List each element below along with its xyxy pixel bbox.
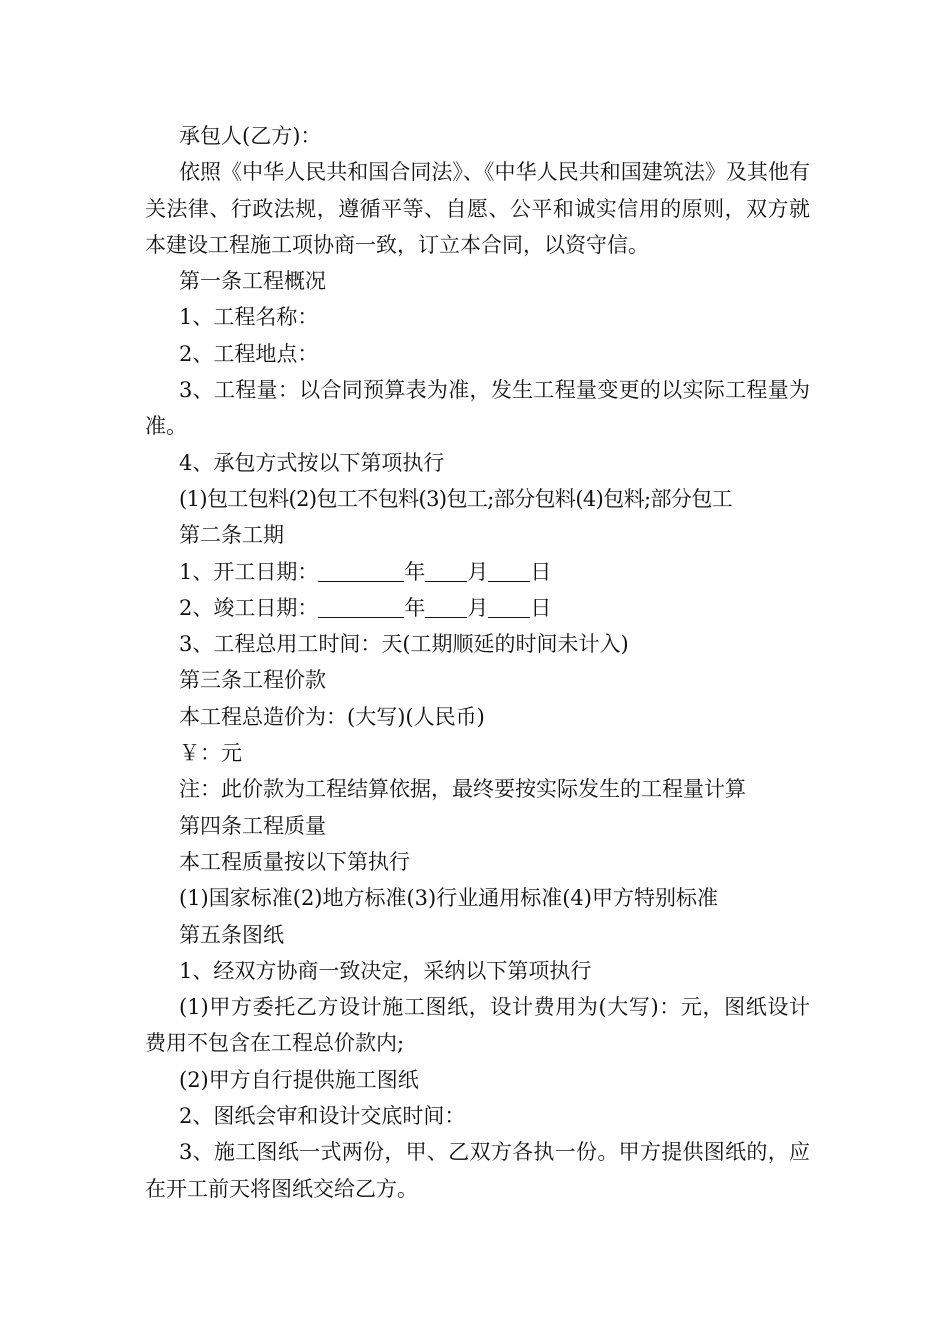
drawings-item-3: 3、施工图纸一式两份，甲、乙双方各执一份。甲方提供图纸的，应在开工前天将图纸交给乙方。 <box>145 1140 810 1201</box>
quality-intro-line: 本工程质量按以下第执行 <box>179 849 410 874</box>
drawings-item-2: 2、图纸会审和设计交底时间： <box>179 1104 466 1129</box>
article-3-heading: 第三条工程价款 <box>179 668 326 693</box>
end-month-blank <box>425 595 467 618</box>
drawings-option-1: (1)甲方委托乙方设计施工图纸，设计费用为(大写)：元，图纸设计费用不包含在工程总价款内; <box>145 995 810 1056</box>
drawings-option-2: (2)甲方自行提供施工图纸 <box>179 1067 419 1092</box>
article-1-heading: 第一条工程概况 <box>179 269 326 294</box>
month-label: 月 <box>467 595 489 620</box>
month-label: 月 <box>467 559 489 584</box>
contract-mode-options: (1)包工包料(2)包工不包料(3)包工;部分包料(4)包料;部分包工 <box>179 486 733 511</box>
price-note-line: 注：此价款为工程结算依据，最终要按实际发生的工程量计算 <box>179 777 746 802</box>
preamble-paragraph: 依照《中华人民共和国合同法》、《中华人民共和国建筑法》及其他有关法律、行政法规，遵循平等、自愿、公平和诚实信用的原则，双方就本建设工程施工项协商一致，订立本合同，以资守信。 <box>145 160 810 257</box>
article-4-heading: 第四条工程质量 <box>179 813 326 838</box>
contractor-party-line: 承包人(乙方)： <box>179 124 322 148</box>
end-year-blank <box>318 595 404 618</box>
end-date-line <box>145 590 810 626</box>
price-yuan-line: ￥：元 <box>179 741 242 766</box>
contract-mode-line: 4、承包方式按以下第项执行 <box>179 450 445 475</box>
start-date-line <box>145 554 810 590</box>
day-label: 日 <box>530 595 552 620</box>
end-date-label: 2、竣工日期： <box>179 595 319 620</box>
day-label: 日 <box>530 559 552 584</box>
start-day-blank <box>488 559 530 582</box>
drawings-item-1: 1、经双方协商一致决定，采纳以下第项执行 <box>179 958 592 983</box>
start-date-label: 1、开工日期： <box>179 559 319 584</box>
start-month-blank <box>425 559 467 582</box>
end-day-blank <box>488 595 530 618</box>
project-quantity-paragraph: 3、工程量：以合同预算表为准，发生工程量变更的以实际工程量为准。 <box>145 378 810 439</box>
total-price-line: 本工程总造价为：(大写)(人民币) <box>179 704 485 729</box>
quality-options-line: (1)国家标准(2)地方标准(3)行业通用标准(4)甲方特别标准 <box>179 886 718 911</box>
contract-page <box>145 118 810 1207</box>
article-2-heading: 第二条工期 <box>179 523 284 548</box>
year-label: 年 <box>404 559 426 584</box>
project-location-line: 2、工程地点： <box>179 341 319 366</box>
project-name-line: 1、工程名称： <box>179 305 319 330</box>
total-labor-time-line: 3、工程总用工时间：天(工期顺延的时间未计入) <box>179 632 629 657</box>
article-5-heading: 第五条图纸 <box>179 922 284 947</box>
year-label: 年 <box>404 595 426 620</box>
start-year-blank <box>318 559 404 582</box>
